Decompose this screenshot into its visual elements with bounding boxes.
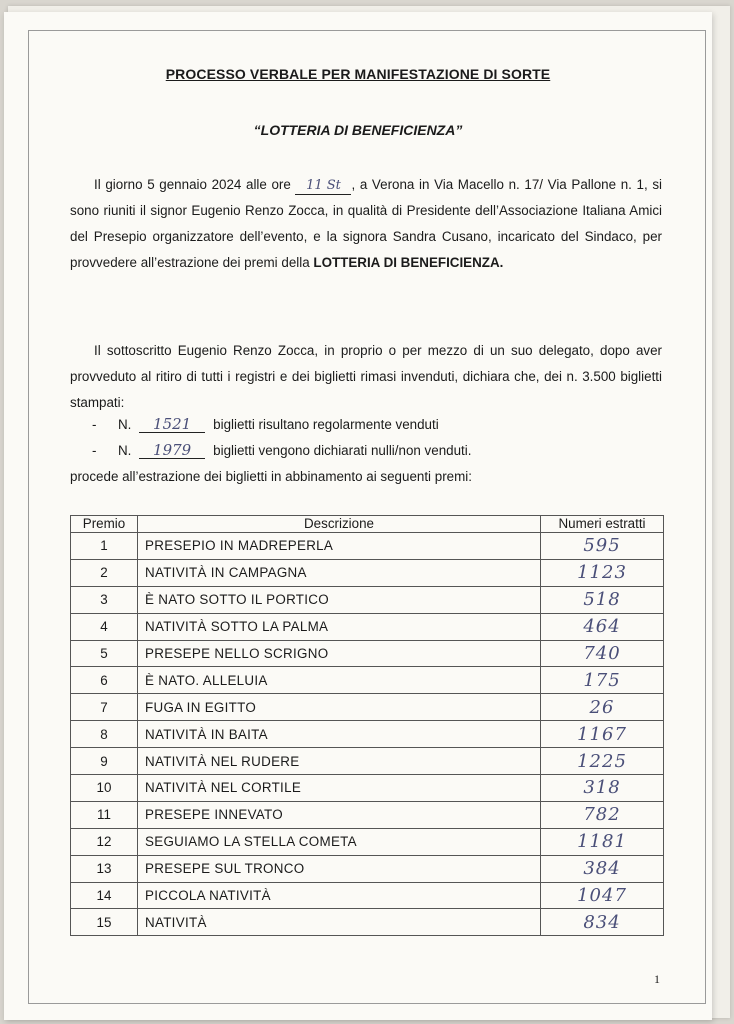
handwritten-extracted-number: 1047: [577, 885, 627, 907]
extracted-number-cell: [541, 721, 664, 748]
prize-description: NATIVITÀ SOTTO LA PALMA: [138, 613, 541, 640]
prize-description: PRESEPE SUL TRONCO: [138, 855, 541, 882]
table-row: [71, 613, 664, 640]
handwritten-extracted-number: 464: [583, 616, 621, 638]
prize-number: 12: [71, 828, 138, 855]
document-title: PROCESSO VERBALE PER MANIFESTAZIONE DI SORTE: [165, 66, 551, 82]
table-row: [71, 640, 664, 667]
prize-number: 5: [71, 640, 138, 667]
prize-number: 6: [71, 667, 138, 694]
extracted-number-cell: [541, 667, 664, 694]
table-row: [71, 559, 664, 586]
prize-description: NATIVITÀ IN BAITA: [138, 721, 541, 748]
prize-description: È NATO SOTTO IL PORTICO: [138, 586, 541, 613]
table-row: [71, 801, 664, 828]
handwritten-extracted-number: 1225: [577, 750, 627, 772]
extracted-number-cell: [541, 559, 664, 586]
handwritten-extracted-number: 1181: [577, 831, 627, 853]
table-row: [71, 855, 664, 882]
list-dash: -: [92, 417, 97, 432]
list-prefix: N.: [118, 417, 132, 432]
extracted-number-cell: [541, 775, 664, 802]
prize-number: 10: [71, 775, 138, 802]
prize-number: 1: [71, 533, 138, 560]
handwritten-extracted-number: 26: [589, 696, 615, 718]
prize-description: PRESEPE NELLO SCRIGNO: [138, 640, 541, 667]
prize-description: SEGUIAMO LA STELLA COMETA: [138, 828, 541, 855]
extracted-number-cell: [541, 613, 664, 640]
handwritten-time: 11 St: [295, 178, 351, 195]
table-row: [71, 586, 664, 613]
handwritten-extracted-number: 318: [583, 777, 621, 799]
list-text: biglietti risultano regolarmente venduti: [213, 417, 439, 432]
table-row: [71, 828, 664, 855]
prize-description: PRESEPE INNEVATO: [138, 801, 541, 828]
prize-number: 3: [71, 586, 138, 613]
declaration-text: Il sottoscritto Eugenio Renzo Zocca, in proprio o per mezzo di un suo delegato, dopo aver provveduto al ritiro di tutti i registri e dei biglietti rimasi invenduti, dichiara che, dei n. 3.500 biglietti stampati:: [70, 343, 662, 410]
handwritten-extracted-number: 740: [583, 643, 621, 664]
extracted-number-cell: [541, 533, 664, 560]
table-row: [71, 775, 664, 802]
prize-description: È NATO. ALLELUIA: [138, 667, 541, 694]
extracted-number-cell: [541, 828, 664, 855]
handwritten-extracted-number: 782: [583, 804, 621, 826]
prize-number: 4: [71, 613, 138, 640]
table-row: [71, 882, 664, 909]
prize-table: [70, 515, 664, 936]
handwritten-void-count: 1979: [139, 442, 205, 459]
table-row: [71, 721, 664, 748]
document-page: [4, 12, 712, 1020]
table-row: [71, 667, 664, 694]
table-row: [71, 533, 664, 560]
handwritten-sold-count: 1521: [139, 416, 205, 433]
table-row: [71, 909, 664, 936]
prize-description: NATIVITÀ NEL CORTILE: [138, 775, 541, 802]
table-row: [71, 748, 664, 775]
extracted-number-cell: [541, 882, 664, 909]
extracted-number-cell: [541, 640, 664, 667]
prize-description: PRESEPIO IN MADREPERLA: [138, 533, 541, 560]
handwritten-extracted-number: 1123: [577, 562, 627, 584]
extracted-number-cell: [541, 855, 664, 882]
prize-description: NATIVITÀ NEL RUDERE: [138, 748, 541, 775]
header-descrizione: Descrizione: [138, 516, 541, 533]
extracted-number-cell: [541, 748, 664, 775]
prize-description: NATIVITÀ IN CAMPAGNA: [138, 559, 541, 586]
prize-number: 11: [71, 801, 138, 828]
header-premio: Premio: [71, 516, 138, 533]
list-dash: -: [92, 443, 97, 458]
extracted-number-cell: [541, 586, 664, 613]
document-subtitle: “LOTTERIA DI BENEFICIENZA”: [253, 122, 463, 138]
procede-line: procede all’estrazione dei biglietti in abbinamento ai seguenti premi:: [70, 469, 472, 484]
prize-description: FUGA IN EGITTO: [138, 694, 541, 721]
handwritten-extracted-number: 384: [583, 858, 621, 880]
table-row: [71, 694, 664, 721]
handwritten-extracted-number: 518: [583, 589, 621, 611]
handwritten-extracted-number: 1167: [577, 723, 627, 745]
intro-text-start: Il giorno 5 gennaio 2024 alle ore: [94, 177, 291, 192]
prize-description: PICCOLA NATIVITÀ: [138, 882, 541, 909]
handwritten-extracted-number: 595: [583, 535, 621, 557]
extracted-number-cell: [541, 694, 664, 721]
prize-table-body: [71, 533, 664, 936]
handwritten-extracted-number: 834: [583, 911, 621, 933]
ticket-count-list: [92, 412, 471, 464]
header-numeri-estratti: Numeri estratti: [541, 516, 664, 533]
list-item: [92, 438, 471, 464]
prize-number: 7: [71, 694, 138, 721]
list-text: biglietti vengono dichiarati nulli/non venduti.: [213, 443, 472, 458]
page-number: 1: [654, 972, 660, 986]
list-item: [92, 412, 471, 438]
extracted-number-cell: [541, 801, 664, 828]
intro-text-middle: , a Verona in Via Macello n. 17/ Via Pallone n. 1, si sono riuniti il signor Eugenio Renzo Zocca, in qualità di Presidente dell’Associazione Italiana Amici del Presepio organizzatore dell’evento, e la signora Sandra Cusano, incaricato del Sindaco, per provvedere all’estrazione dei premi della: [70, 177, 662, 270]
prize-number: 15: [71, 909, 138, 936]
extracted-number-cell: [541, 909, 664, 936]
lottery-name: LOTTERIA DI BENEFICIENZA.: [313, 255, 504, 270]
prize-number: 9: [71, 748, 138, 775]
handwritten-extracted-number: 175: [583, 669, 621, 691]
declaration-paragraph: [70, 338, 662, 416]
prize-number: 8: [71, 721, 138, 748]
prize-description: NATIVITÀ: [138, 909, 541, 936]
table-header-row: [71, 516, 664, 533]
prize-number: 13: [71, 855, 138, 882]
prize-number: 14: [71, 882, 138, 909]
list-prefix: N.: [118, 443, 132, 458]
prize-number: 2: [71, 559, 138, 586]
intro-paragraph: [70, 172, 662, 276]
